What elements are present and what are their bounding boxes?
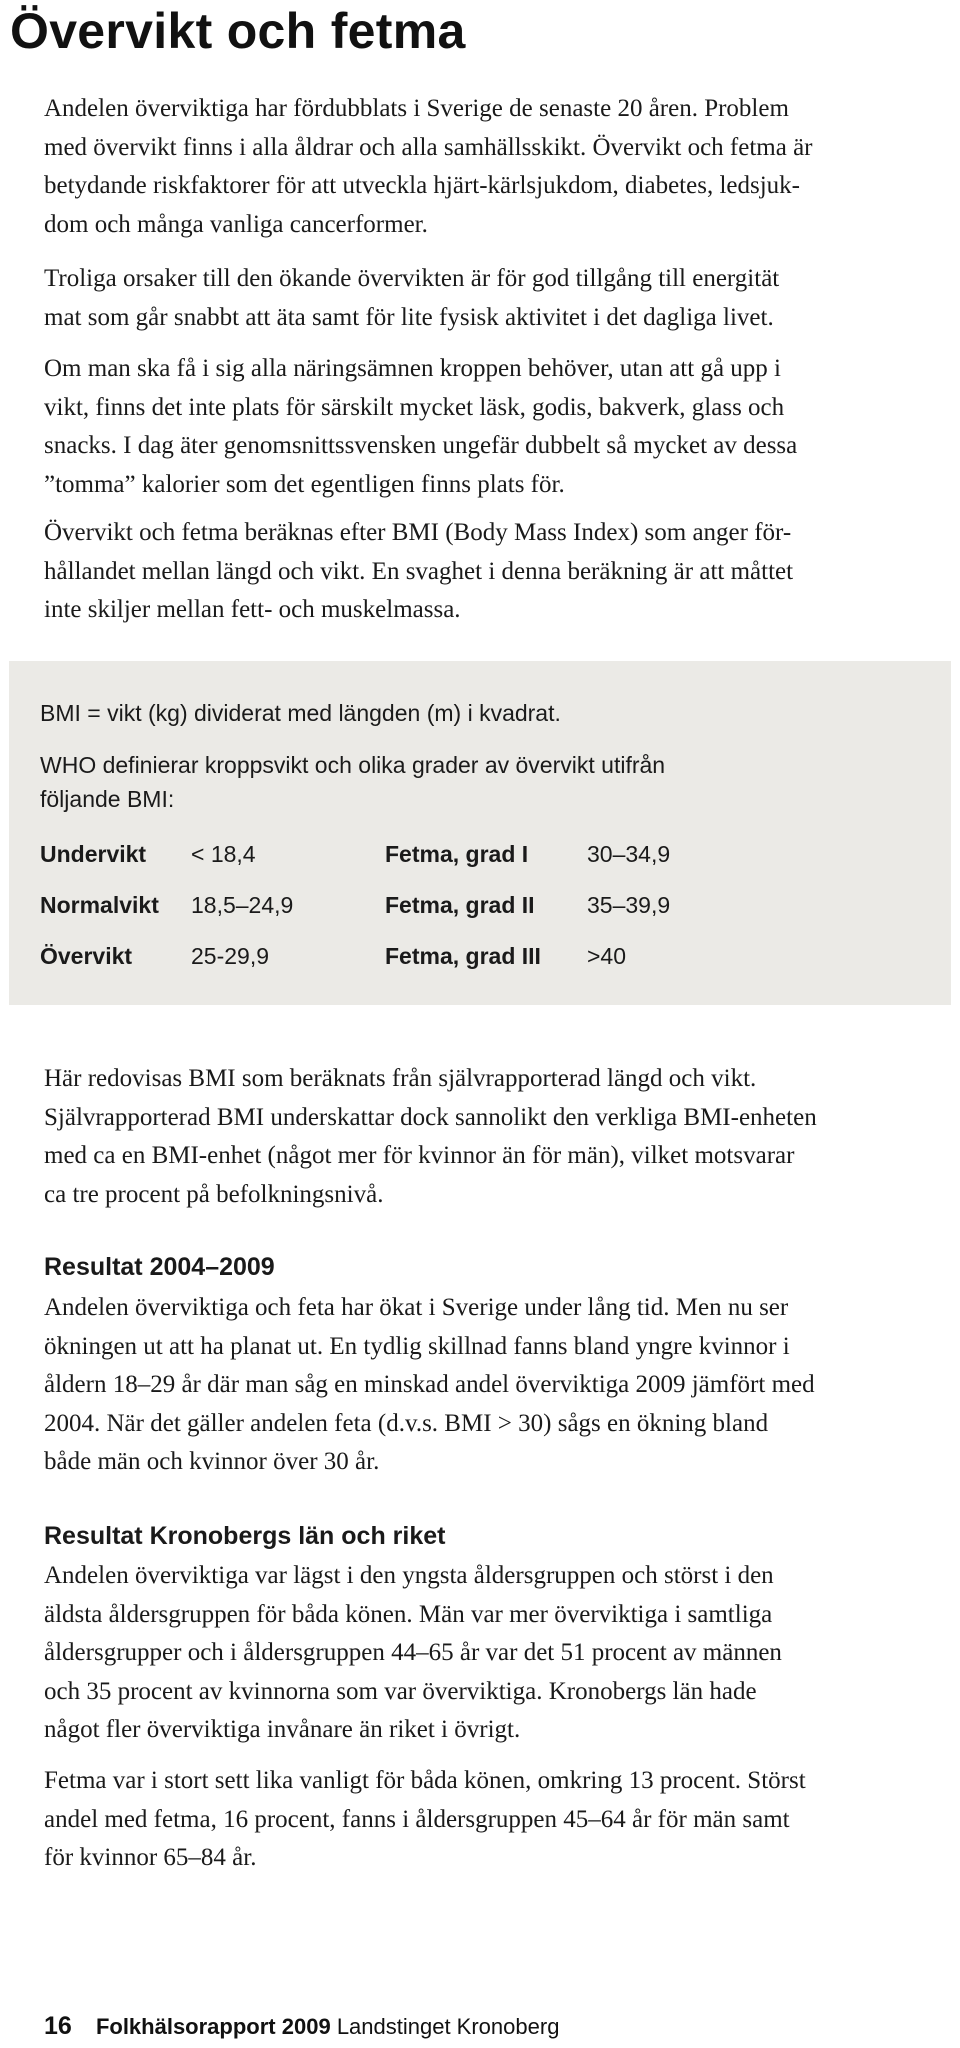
- text-line: ”tomma” kalorier som det egentligen finns plats för.: [44, 470, 565, 498]
- who-text-line: följande BMI:: [40, 786, 175, 812]
- page-number: 16: [44, 2012, 72, 2040]
- bmi-range-value: < 18,4: [191, 841, 256, 867]
- text-line: 2004. När det gäller andelen feta (d.v.s. BMI > 30) sågs en ökning bland: [44, 1409, 769, 1437]
- bmi-range-value: 35–39,9: [587, 892, 671, 918]
- publication-name: Folkhälsorapport 2009: [95, 2014, 331, 2039]
- bmi-category-label: Övervikt: [40, 943, 133, 969]
- text-line: andel med fetma, 16 procent, fanns i åldersgruppen 45–64 år för män samt: [44, 1805, 790, 1833]
- page-footer: [44, 2012, 559, 2041]
- bmi-category-label: Fetma, grad I: [385, 841, 529, 867]
- text-line: Om man ska få i sig alla näringsämnen kroppen behöver, utan att gå upp i: [44, 355, 781, 382]
- text-line: och 35 procent av kvinnorna som var överviktiga. Kronobergs län hade: [44, 1677, 757, 1705]
- text-line: åldersgrupper och i åldersgruppen 44–65 år var det 51 procent av männen: [44, 1639, 782, 1666]
- text-line: hållandet mellan längd och vikt. En svaghet i denna beräkning är att måttet: [44, 557, 794, 585]
- text-line: för kvinnor 65–84 år.: [44, 1844, 257, 1871]
- bmi-range-value: >40: [587, 943, 627, 969]
- intro-paragraph-3: [44, 350, 944, 504]
- text-line: snacks. I dag äter genomsnittssvensken ungefär dubbelt så mycket av dessa: [44, 432, 798, 459]
- intro-paragraph-2: [44, 260, 944, 337]
- section1-paragraph: [44, 1289, 944, 1482]
- bmi-range-value: 18,5–24,9: [191, 892, 294, 918]
- text-line: Andelen överviktiga har fördubblats i Sverige de senaste 20 åren. Problem: [44, 95, 789, 122]
- bmi-category-label: Normalvikt: [40, 892, 159, 918]
- section-heading: Resultat Kronobergs län och riket: [44, 1522, 446, 1550]
- bmi-formula: BMI = vikt (kg) dividerat med längden (m) i kvadrat.: [40, 700, 561, 726]
- text-line: både män och kvinnor över 30 år.: [44, 1448, 380, 1475]
- bmi-range-value: 25-29,9: [191, 943, 270, 969]
- publisher-name: Landstinget Kronoberg: [336, 2014, 560, 2039]
- bmi-range-value: 30–34,9: [587, 841, 671, 867]
- who-text-line: WHO definierar kroppsvikt och olika grader av övervikt utifrån: [40, 752, 666, 778]
- text-line: Övervikt och fetma beräknas efter BMI (Body Mass Index) som anger för-: [44, 519, 792, 546]
- text-line: Självrapporterad BMI underskattar dock sannolikt den verkliga BMI-enheten: [44, 1103, 817, 1131]
- selfreport-paragraph: [44, 1060, 944, 1214]
- text-line: med ca en BMI-enhet (något mer för kvinnor än för män), vilket motsvarar: [44, 1142, 795, 1169]
- section-heading: Resultat 2004–2009: [44, 1253, 275, 1281]
- section2-paragraph-2: [44, 1762, 944, 1878]
- bmi-category-label: Fetma, grad II: [385, 892, 535, 918]
- bmi-category-label: Undervikt: [40, 841, 147, 867]
- text-line: något fler överviktiga invånare än riket i övrigt.: [44, 1716, 521, 1743]
- text-line: ca tre procent på befolkningsnivå.: [44, 1180, 384, 1208]
- intro-paragraph-1: [44, 90, 944, 244]
- text-line: Andelen överviktiga och feta har ökat i Sverige under lång tid. Men nu ser: [44, 1294, 789, 1321]
- bmi-info-box: [9, 661, 951, 1005]
- text-line: inte skiljer mellan fett- och muskelmassa.: [44, 596, 461, 623]
- text-line: ökningen ut att ha planat ut. En tydlig skillnad fanns bland yngre kvinnor i: [44, 1332, 790, 1360]
- text-line: mat som går snabbt att äta samt för lite fysisk aktivitet i det dagliga livet.: [44, 303, 774, 331]
- bmi-category-label: Fetma, grad III: [385, 943, 541, 969]
- text-line: Fetma var i stort sett lika vanligt för båda könen, omkring 13 procent. Störst: [44, 1767, 806, 1794]
- text-line: Andelen överviktiga var lägst i den yngsta åldersgruppen och störst i den: [44, 1562, 774, 1589]
- section2-paragraph-1: [44, 1557, 944, 1750]
- page-title: Övervikt och fetma: [10, 3, 466, 59]
- text-line: vikt, finns det inte plats för särskilt mycket läsk, godis, bakverk, glass och: [44, 393, 785, 421]
- text-line: Troliga orsaker till den ökande övervikten är för god tillgång till energität: [44, 265, 780, 292]
- text-line: med övervikt finns i alla åldrar och alla samhällsskikt. Övervikt och fetma är: [44, 133, 813, 161]
- intro-paragraph-4: [44, 514, 944, 630]
- text-line: betydande riskfaktorer för att utveckla hjärt-kärlsjukdom, diabetes, ledsjuk-: [44, 172, 800, 199]
- text-line: åldern 18–29 år där man såg en minskad andel överviktiga 2009 jämfört med: [44, 1371, 815, 1398]
- text-line: dom och många vanliga cancerformer.: [44, 210, 428, 238]
- text-line: äldsta åldersgruppen för båda könen. Män var mer överviktiga i samtliga: [44, 1600, 773, 1628]
- text-line: Här redovisas BMI som beräknats från självrapporterad längd och vikt.: [44, 1065, 757, 1092]
